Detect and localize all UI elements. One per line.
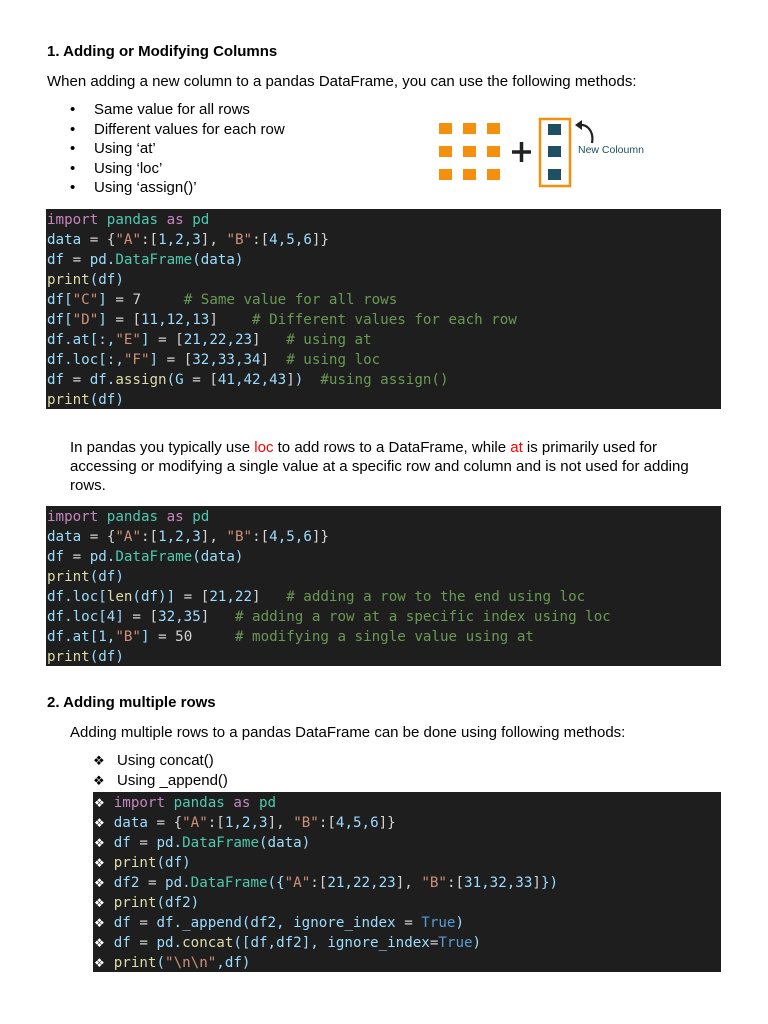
list-item: • Using ‘loc’: [70, 159, 163, 177]
code-line: ❖ df = df._append(df2, ignore_index = True): [94, 915, 464, 931]
new-column-label: New Coloumn: [578, 144, 644, 156]
code-line: print(df): [47, 649, 124, 665]
code-block-1: [46, 209, 721, 409]
code-line: df.loc[4] = [32,35] # adding a row at a specific index using loc: [47, 609, 611, 625]
list-item: ❖ Using _append(): [93, 771, 228, 789]
code-line: df["C"] = 7 # Same value for all rows: [47, 292, 398, 308]
code-line: df = pd.DataFrame(data): [47, 252, 244, 268]
code-line: ❖ print(df2): [94, 895, 200, 911]
bullet-icon: •: [70, 140, 76, 157]
code-block-3: [93, 792, 721, 972]
code-line: df["D"] = [11,12,13] # Different values for each row: [47, 312, 517, 328]
list-item: ❖ Using concat(): [93, 752, 214, 769]
code-line: df.loc[:,"F"] = [32,33,34] # using loc: [47, 352, 381, 368]
code-line: ❖ print(df): [94, 855, 191, 871]
section-2-heading: 2. Adding multiple rows: [47, 694, 216, 711]
code-line: ❖ df = pd.concat([df,df2], ignore_index=True): [94, 935, 482, 951]
list-item: • Using ‘at’: [70, 140, 156, 157]
section-1-intro: When adding a new column to a pandas DataFrame, you can use the following methods:: [47, 73, 637, 90]
at-keyword: at: [510, 439, 523, 456]
section-2-intro: Adding multiple rows to a pandas DataFrame can be done using following methods:: [70, 724, 626, 741]
code-line: ❖ print("\n\n",df): [94, 955, 251, 971]
code-block-2: [46, 506, 721, 666]
code-line: df.loc[len(df)] = [21,22] # adding a row to the end using loc: [47, 589, 586, 605]
code-line: ❖ df2 = pd.DataFrame({"A":[21,22,23], "B":[31,32,33]}): [94, 875, 559, 891]
code-line: df.at[1,"B"] = 50 # modifying a single value using at: [47, 629, 534, 645]
list-item: • Same value for all rows: [70, 101, 250, 118]
list-item: • Different values for each row: [70, 120, 285, 138]
code-line: ❖ df = pd.DataFrame(data): [94, 835, 311, 851]
code-line: ❖ data = {"A":[1,2,3], "B":[4,5,6]}: [94, 815, 396, 831]
code-line: df = df.assign(G = [41,42,43]) #using assign(): [47, 372, 449, 388]
code-line: data = {"A":[1,2,3], "B":[4,5,6]}: [47, 232, 329, 248]
diamond-bullet-icon: ❖: [93, 772, 105, 788]
code-line: df.at[:,"E"] = [21,22,23] # using at: [47, 332, 372, 348]
diamond-bullet-icon: ❖: [93, 753, 105, 768]
code-line: df = pd.DataFrame(data): [47, 549, 244, 565]
code-line: data = {"A":[1,2,3], "B":[4,5,6]}: [47, 529, 329, 545]
bullet-icon: •: [70, 120, 76, 138]
bullet-icon: •: [70, 101, 76, 118]
bullet-icon: •: [70, 159, 76, 177]
loc-at-paragraph: In pandas you typically use loc to add rows to a DataFrame, while at is primarily used for accessing or modifying a single value at a specific row and column and is not used for adding rows.: [70, 439, 689, 494]
loc-keyword: loc: [254, 439, 274, 456]
row-methods-list: [93, 751, 228, 790]
code-line: print(df): [47, 392, 124, 408]
code-line: ❖ import pandas as pd: [94, 795, 277, 811]
code-line: print(df): [47, 272, 124, 288]
code-line: import pandas as pd: [47, 509, 210, 525]
code-line: print(df): [47, 569, 124, 585]
new-column-illustration: [432, 114, 662, 190]
section-1-heading: 1. Adding or Modifying Columns: [47, 43, 278, 60]
list-item: • Using ‘assign()’: [70, 179, 197, 196]
code-line: import pandas as pd: [47, 212, 210, 228]
bullet-icon: •: [70, 179, 76, 196]
column-methods-list: [70, 100, 285, 198]
